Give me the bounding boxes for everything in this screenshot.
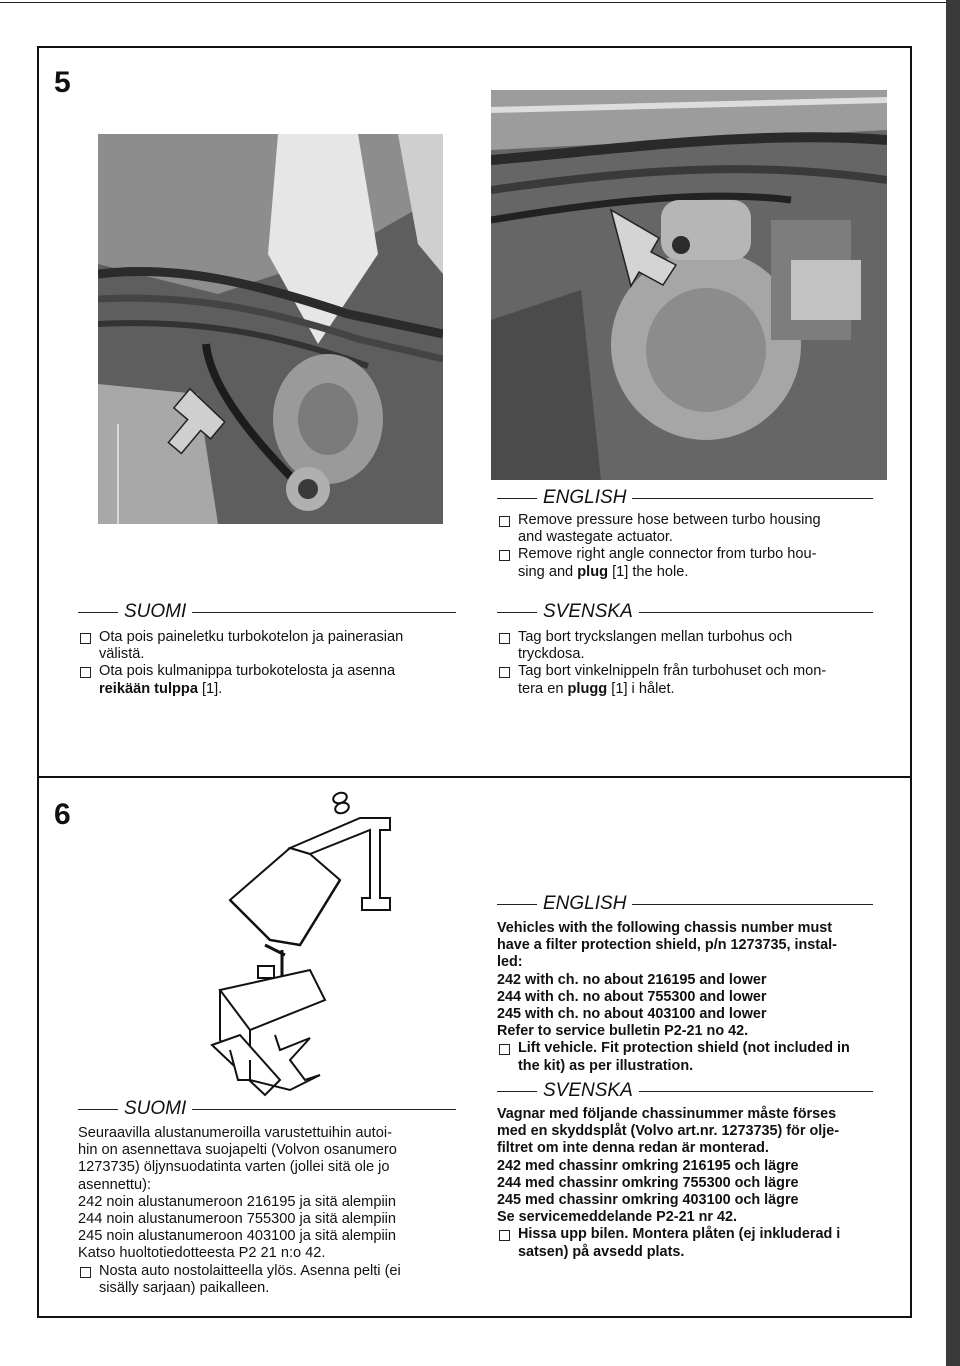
illustration-protection-shield xyxy=(190,780,420,1100)
text-english-6: Vehicles with the following chassis number must have a filter protection shield, p/n 1273735, instal- led: 242 with ch. no about 216195 and lower 244 with ch. no about 755300 and lower 245 with ch. no about 403100 and lower Refer to service bulletin P2-21 no 42. Lift vehicle. Fit protection shield (not included in the kit) as per illustration. xyxy=(497,920,879,1075)
list-item: Tag bort tryckslangen mellan turbohus och tryckdosa. xyxy=(497,629,877,663)
heading-svenska-5: SVENSKA xyxy=(497,601,873,623)
list-item: Nosta auto nostolaitteella ylös. Asenna pelti (ei sisälly sarjaan) paikalleen. xyxy=(78,1263,462,1297)
list-item: Lift vehicle. Fit protection shield (not included in the kit) as per illustration. xyxy=(497,1040,879,1074)
list-item: Ota pois kulmanippa turbokotelosta ja asenna reikään tulppa [1]. xyxy=(78,663,460,697)
list-item: Hissa upp bilen. Montera plåten (ej inkluderad i satsen) på avsedd plats. xyxy=(497,1226,879,1260)
checkbox-icon xyxy=(499,550,510,561)
list-item: Remove pressure hose between turbo housing and wastegate actuator. xyxy=(497,512,877,546)
step-number-5: 5 xyxy=(54,66,71,99)
checkbox-icon xyxy=(499,1230,510,1241)
checkbox-icon xyxy=(80,667,91,678)
step-number-6: 6 xyxy=(54,798,71,831)
checkbox-icon xyxy=(499,667,510,678)
heading-english-6: ENGLISH xyxy=(497,893,873,915)
text-english-5 xyxy=(497,512,877,581)
list-item: Remove right angle connector from turbo hou- sing and plug [1] the hole. xyxy=(497,546,877,580)
top-rule xyxy=(0,2,960,3)
photo-pressure-hose xyxy=(98,134,443,524)
list-item: Tag bort vinkelnippeln från turbohuset och mon- tera en plugg [1] i hålet. xyxy=(497,663,877,697)
checkbox-icon xyxy=(80,633,91,644)
checkbox-icon xyxy=(499,516,510,527)
heading-english-5: ENGLISH xyxy=(497,487,873,509)
text-svenska-6: Vagnar med följande chassinummer måste förses med en skyddsplåt (Volvo art.nr. 1273735) för olje- filtret om inte denna redan är monterad. 242 med chassinr omkring 216195 och lägre 244 med chassinr omkring 755300 och lägre 245 med chassinr omkring 403100 och lägre Se servicemeddelande P2-21 nr 42. Hissa upp bilen. Montera plåten (ej inkluderad i satsen) på avsedd plats. xyxy=(497,1106,879,1261)
checkbox-icon xyxy=(80,1267,91,1278)
text-suomi-6: Seuraavilla alustanumeroilla varustettuihin autoi- hin on asennettava suojapelti (Volvon osanumero 1273735) öljynsuodatinta varten (jollei sitä ole jo asennettu): 242 noin alustanumeroon 216195 ja sitä alempiin 244 noin alustanumeroon 755300 ja sitä alempiin 245 noin alustanumeroon 403100 ja sitä alempiin Katso huoltotiedotteesta P2 21 n:o 42. Nosta auto nostolaitteella ylös. Asenna pelti (ei sisälly sarjaan) paikalleen. xyxy=(78,1125,462,1297)
page-edge-shadow xyxy=(946,0,960,1366)
heading-suomi-6: SUOMI xyxy=(78,1098,456,1120)
checkbox-icon xyxy=(499,1044,510,1055)
text-svenska-5 xyxy=(497,629,877,698)
text-suomi-5 xyxy=(78,629,460,698)
heading-svenska-6: SVENSKA xyxy=(497,1080,873,1102)
section-divider xyxy=(37,776,912,778)
checkbox-icon xyxy=(499,633,510,644)
photo-turbo-housing xyxy=(491,90,887,480)
list-item: Ota pois paineletku turbokotelon ja painerasian välistä. xyxy=(78,629,460,663)
heading-suomi-5: SUOMI xyxy=(78,601,456,623)
